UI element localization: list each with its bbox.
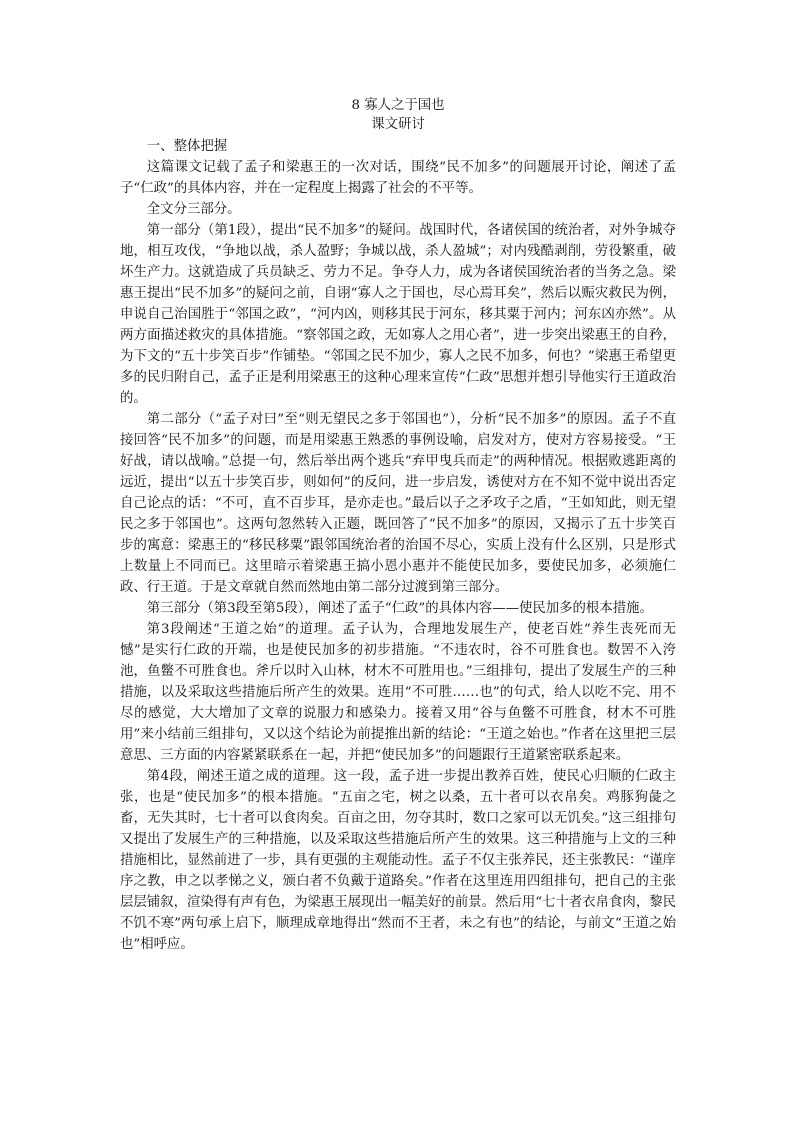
paragraph-part-three: 第三部分（第3段至第5段），阐述了孟子“仁政”的具体内容——使民加多的根本措施。 xyxy=(146,601,653,616)
paragraph-structure: 全文分三部分。 xyxy=(146,202,241,217)
paragraph-intro: 这篇课文记载了孟子和梁惠王的一次对话，围绕“民不加多”的问题展开讨论，阐述了孟子“仁政”的具体内容，并在一定程度上揭露了社会的不平等。 xyxy=(120,160,676,196)
document-subtitle: 课文研讨 xyxy=(371,117,425,132)
paragraph-part-one: 第一部分（第1段），提出“民不加多”的疑问。战国时代，各诸侯国的统治者，对外争城夺地，相互攻伐，“争地以战，杀人盈野；争城以战，杀人盈城”；对内残酷剥削，劳役繁重，破坏生产力。这就造成了兵员缺乏、劳力不足。争夺人力，成为各诸侯国统治者的当务之急。梁惠王提出“民不加多”的疑问之前，自诩“寡人之于国也，尽心焉耳矣”，然后以赈灾救民为例，申说自己治国胜于“邻国之政”，“河内凶，则移其民于河东，移其粟于河内；河东凶亦然”。从两方面描述救灾的具体措施。“察邻国之政，无如寡人之用心者”，进一步突出梁惠王的自矜，为下文的“五十步笑百步”作铺垫。“邻国之民不加少，寡人之民不加多，何也？”梁惠王希望更多的民归附自己，孟子正是利用梁惠王的这种心理来宣传“仁政”思想并想引导他实行王道政治的。 xyxy=(120,223,676,406)
section-heading: 一、整体把握 xyxy=(146,139,228,154)
paragraph-section-four: 第4段，阐述王道之成的道理。这一段，孟子进一步提出教养百姓，使民心归顺的仁政主张，也是“使民加多”的根本措施。“五亩之宅，树之以桑，五十者可以衣帛矣。鸡豚狗彘之畜，无失其时，七十者可以食肉矣。百亩之田，勿夺其时，数口之家可以无饥矣。”这三组排句又提出了发展生产的三种措施，以及采取这些措施后所产生的效果。这三种措施与上文的三种措施相比，显然前进了一步，具有更强的主观能动性。孟子不仅主张养民，还主张教民：“谨庠序之教，申之以孝悌之义，颁白者不负戴于道路矣。”作者在这里连用四组排句，把自己的主张层层铺叙，渲染得有声有色，为梁惠王展现出一幅美好的前景。然后用“七十者衣帛食肉，黎民不饥不寒”两句承上启下，顺理成章地得出“然而不王者，未之有也”的结论，与前文“王道之始也”相呼应。 xyxy=(120,769,676,952)
paragraph-part-two: 第二部分（“孟子对曰”至“则无望民之多于邻国也”），分析“民不加多”的原因。孟子不直接回答“民不加多”的问题，而是用梁惠王熟悉的事例设喻，启发对方，使对方容易接受。“王好战，请以战喻。”总提一句，然后举出两个逃兵“弃甲曳兵而走”的两种情况。根据败逃距离的远近，提出“以五十步笑百步，则如何”的反问，进一步启发，诱使对方在不知不觉中说出否定自己论点的话：“不可，直不百步耳，是亦走也。”最后以子之矛攻子之盾，“王如知此，则无望民之多于邻国也”。这两句忽然转入正题，既回答了“民不加多”的原因，又揭示了五十步笑百步的寓意：梁惠王的“移民移粟”跟邻国统治者的治国不尽心，实质上没有什么区别，只是形式上数量上不同而已。这里暗示着梁惠王搞小恩小惠并不能使民加多，要使民加多，必须施仁政、行王道。于是文章就自然而然地由第二部分过渡到第三部分。 xyxy=(120,412,676,595)
document-page xyxy=(120,96,676,955)
paragraph-section-three: 第3段阐述“王道之始”的道理。孟子认为，合理地发展生产，使老百姓“养生丧死而无憾”是实行仁政的开端，也是使民加多的初步措施。“不违农时，谷不可胜食也。数罟不入洿池，鱼鳖不可胜食也。斧斤以时入山林，材木不可胜用也。”三组排句，提出了发展生产的三种措施，以及采取这些措施后所产生的效果。连用“不可胜……也”的句式，给人以吃不完、用不尽的感觉，大大增加了文章的说服力和感染力。接着又用“谷与鱼鳖不可胜食，材木不可胜用”来小结前三组排句，又以这个结论为前提推出新的结论：“王道之始也。”作者在这里把三层意思、三方面的内容紧紧联系在一起，并把“使民加多”的问题跟行王道紧密联系起来。 xyxy=(120,622,676,763)
document-title: 8 寡人之于国也 xyxy=(351,98,445,113)
